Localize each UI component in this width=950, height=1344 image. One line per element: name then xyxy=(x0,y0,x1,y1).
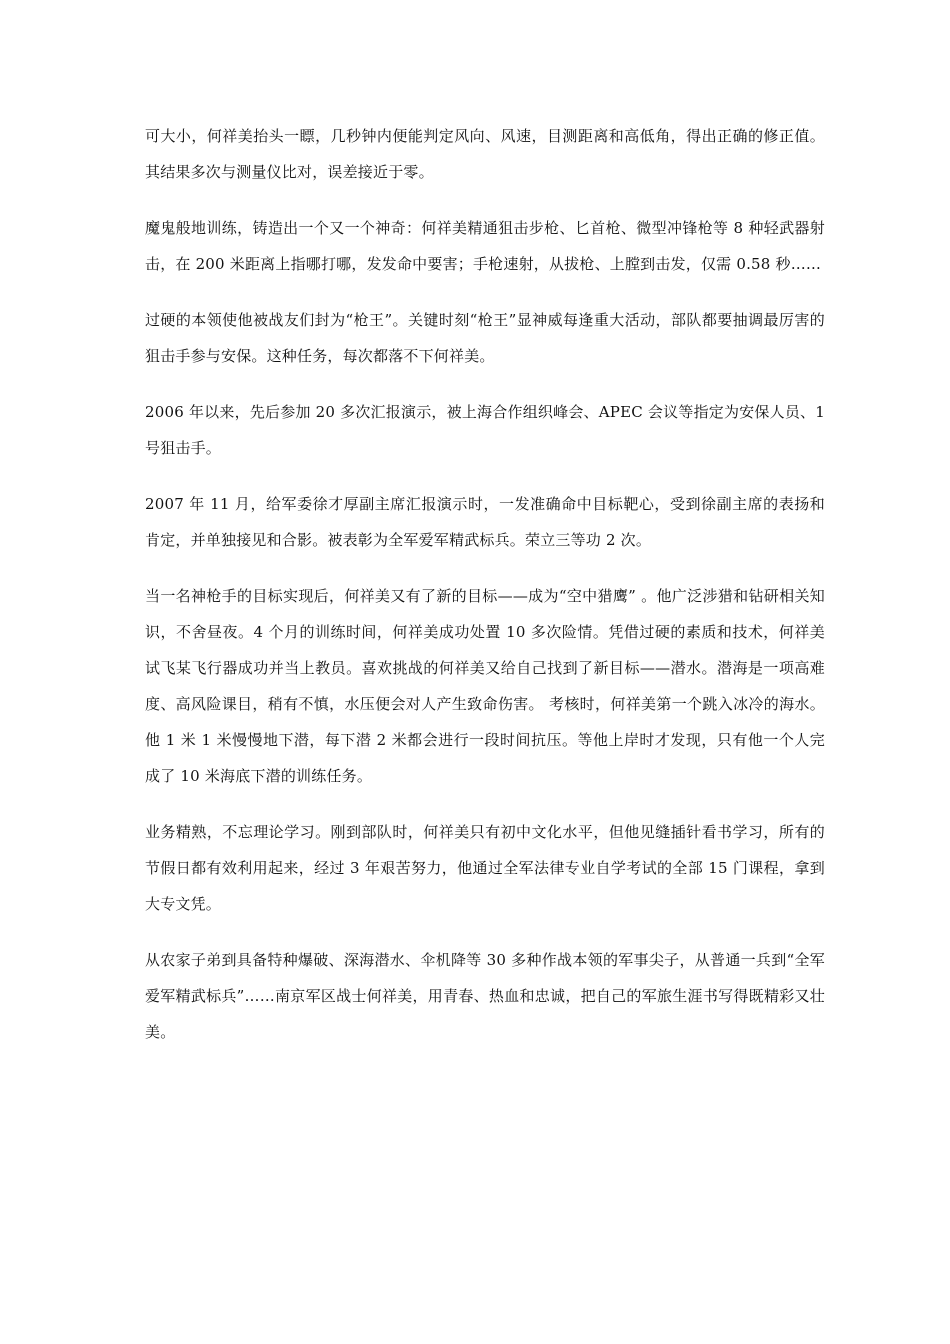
paragraph-7: 业务精熟，不忘理论学习。刚到部队时，何祥美只有初中文化水平，但他见缝插针看书学习，所有的节假日都有效利用起来，经过 3 年艰苦努力，他通过全军法律专业自学考试的全部 15 门课程，拿到大专文凭。 xyxy=(145,823,825,913)
paragraph-1: 可大小，何祥美抬头一瞟，几秒钟内便能判定风向、风速，目测距离和高低角，得出正确的修正值。其结果多次与测量仪比对，误差接近于零。 xyxy=(145,127,825,181)
paragraph-2: 魔鬼般地训练，铸造出一个又一个神奇：何祥美精通狙击步枪、匕首枪、微型冲锋枪等 8 种轻武器射击，在 200 米距离上指哪打哪，发发命中要害；手枪速射，从拔枪、上膛到击发，仅需 0.58 秒…… xyxy=(145,219,825,273)
paragraph-8: 从农家子弟到具备特种爆破、深海潜水、伞机降等 30 多种作战本领的军事尖子，从普通一兵到“全军爱军精武标兵”……南京军区战士何祥美，用青春、热血和忠诚，把自己的军旅生涯书写得既精彩又壮美。 xyxy=(145,951,825,1041)
paragraph-4: 2006 年以来，先后参加 20 多次汇报演示，被上海合作组织峰会、APEC 会议等指定为安保人员、1 号狙击手。 xyxy=(145,403,825,457)
document-body xyxy=(145,118,825,1070)
paragraph-6: 当一名神枪手的目标实现后，何祥美又有了新的目标——成为“空中猎鹰” 。他广泛涉猎和钻研相关知识，不舍昼夜。4 个月的训练时间，何祥美成功处置 10 多次险情。凭借过硬的素质和技术，何祥美试飞某飞行器成功并当上教员。喜欢挑战的何祥美又给自己找到了新目标——潜水。潜海是一项高难度、高风险课目，稍有不慎，水压便会对人产生致命伤害。 考核时，何祥美第一个跳入冰冷的海水。他 1 米 1 米慢慢地下潜，每下潜 2 米都会进行一段时间抗压。等他上岸时才发现，只有他一个人完成了 10 米海底下潜的训练任务。 xyxy=(145,587,825,785)
paragraph-3: 过硬的本领使他被战友们封为“枪王”。关键时刻“枪王”显神威每逢重大活动，部队都要抽调最厉害的狙击手参与安保。这种任务，每次都落不下何祥美。 xyxy=(145,311,825,365)
paragraph-5: 2007 年 11 月，给军委徐才厚副主席汇报演示时，一发准确命中目标靶心，受到徐副主席的表扬和肯定，并单独接见和合影。被表彰为全军爱军精武标兵。荣立三等功 2 次。 xyxy=(145,495,825,549)
